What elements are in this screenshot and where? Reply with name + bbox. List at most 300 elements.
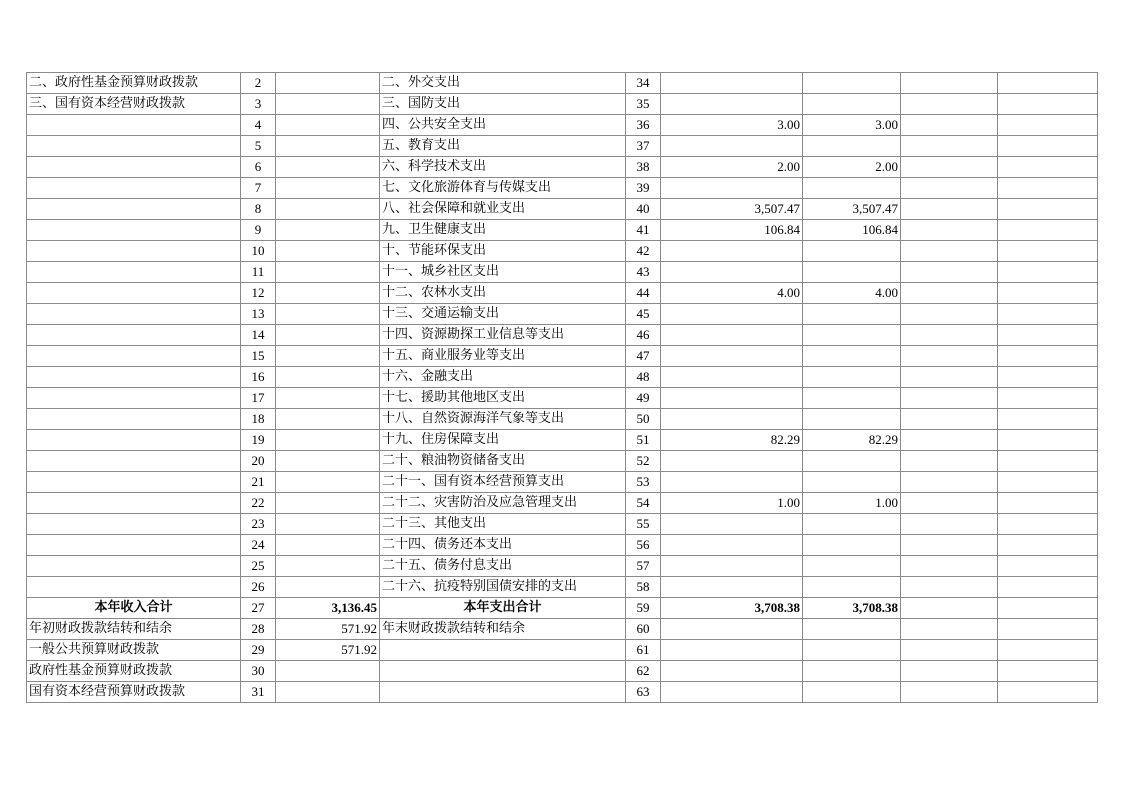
income-amount-cell [276,682,380,703]
expense-item-cell: 七、文化旅游体育与传媒支出 [380,178,626,199]
expense-state-capital-cell [998,283,1098,304]
expense-fund-budget-cell [901,514,998,535]
expense-state-capital-cell [998,493,1098,514]
expense-row-number-cell: 58 [626,577,661,598]
table-row [27,661,1098,682]
expense-general-budget-cell: 106.84 [803,220,901,241]
expense-state-capital-cell [998,136,1098,157]
income-row-number-cell: 14 [241,325,276,346]
expense-total-cell [661,325,803,346]
expense-item-cell: 二十、粮油物资储备支出 [380,451,626,472]
expense-general-budget-cell [803,262,901,283]
income-item-cell [27,367,241,388]
income-row-number-cell: 10 [241,241,276,262]
expense-general-budget-cell [803,304,901,325]
expense-total-cell [661,556,803,577]
expense-fund-budget-cell [901,220,998,241]
income-row-number-cell: 27 [241,598,276,619]
table-row [27,73,1098,94]
table-row [27,94,1098,115]
expense-row-number-cell: 34 [626,73,661,94]
expense-fund-budget-cell [901,115,998,136]
income-row-number-cell: 2 [241,73,276,94]
expense-state-capital-cell [998,220,1098,241]
expense-item-cell: 二十六、抗疫特别国债安排的支出 [380,577,626,598]
expense-row-number-cell: 36 [626,115,661,136]
income-amount-cell [276,220,380,241]
income-item-cell [27,283,241,304]
expense-item-cell [380,682,626,703]
income-row-number-cell: 16 [241,367,276,388]
expense-total-cell [661,577,803,598]
income-row-number-cell: 25 [241,556,276,577]
expense-fund-budget-cell [901,241,998,262]
expense-total-cell [661,262,803,283]
expense-row-number-cell: 43 [626,262,661,283]
expense-fund-budget-cell [901,619,998,640]
expense-state-capital-cell [998,556,1098,577]
expense-row-number-cell: 38 [626,157,661,178]
expense-total-cell: 1.00 [661,493,803,514]
income-item-cell: 政府性基金预算财政拨款 [27,661,241,682]
expense-row-number-cell: 52 [626,451,661,472]
income-amount-cell [276,514,380,535]
table-row [27,430,1098,451]
expense-row-number-cell: 60 [626,619,661,640]
income-amount-cell [276,409,380,430]
expense-fund-budget-cell [901,346,998,367]
expense-total-cell: 3.00 [661,115,803,136]
expense-state-capital-cell [998,367,1098,388]
income-row-number-cell: 13 [241,304,276,325]
expense-state-capital-cell [998,619,1098,640]
expense-item-cell: 十六、金融支出 [380,367,626,388]
expense-item-cell: 八、社会保障和就业支出 [380,199,626,220]
income-item-cell [27,262,241,283]
table-row [27,514,1098,535]
table-row [27,283,1098,304]
expense-fund-budget-cell [901,283,998,304]
income-amount-cell [276,472,380,493]
income-row-number-cell: 11 [241,262,276,283]
expense-row-number-cell: 55 [626,514,661,535]
income-row-number-cell: 5 [241,136,276,157]
expense-general-budget-cell [803,325,901,346]
expense-row-number-cell: 53 [626,472,661,493]
expense-state-capital-cell [998,598,1098,619]
income-item-cell [27,346,241,367]
income-row-number-cell: 23 [241,514,276,535]
income-amount-cell [276,115,380,136]
income-amount-cell: 571.92 [276,640,380,661]
table-row [27,535,1098,556]
expense-item-cell: 十、节能环保支出 [380,241,626,262]
expense-row-number-cell: 59 [626,598,661,619]
expense-general-budget-cell: 1.00 [803,493,901,514]
expense-general-budget-cell [803,640,901,661]
income-amount-cell [276,451,380,472]
table-row [27,451,1098,472]
income-amount-cell [276,199,380,220]
expense-row-number-cell: 48 [626,367,661,388]
expense-general-budget-cell [803,661,901,682]
expense-row-number-cell: 41 [626,220,661,241]
expense-item-cell: 九、卫生健康支出 [380,220,626,241]
expense-total-cell: 106.84 [661,220,803,241]
expense-fund-budget-cell [901,640,998,661]
income-amount-cell [276,388,380,409]
expense-item-cell [380,640,626,661]
expense-state-capital-cell [998,430,1098,451]
total-row [27,598,1098,619]
expense-total-cell: 3,507.47 [661,199,803,220]
table-row [27,577,1098,598]
expense-state-capital-cell [998,73,1098,94]
income-item-cell [27,136,241,157]
expense-general-budget-cell: 3,708.38 [803,598,901,619]
expense-total-cell [661,94,803,115]
expense-row-number-cell: 46 [626,325,661,346]
expense-fund-budget-cell [901,199,998,220]
table-row [27,262,1098,283]
income-amount-cell [276,661,380,682]
expense-item-cell: 十七、援助其他地区支出 [380,388,626,409]
income-row-number-cell: 3 [241,94,276,115]
expense-state-capital-cell [998,640,1098,661]
expense-state-capital-cell [998,115,1098,136]
table-row [27,388,1098,409]
table-row [27,682,1098,703]
income-item-cell [27,199,241,220]
income-amount-cell [276,577,380,598]
table-row [27,493,1098,514]
expense-state-capital-cell [998,304,1098,325]
income-item-cell: 本年收入合计 [27,598,241,619]
expense-general-budget-cell [803,388,901,409]
expense-state-capital-cell [998,409,1098,430]
income-row-number-cell: 12 [241,283,276,304]
expense-total-cell [661,661,803,682]
expense-row-number-cell: 35 [626,94,661,115]
income-item-cell [27,556,241,577]
income-row-number-cell: 22 [241,493,276,514]
expense-general-budget-cell [803,73,901,94]
income-item-cell [27,451,241,472]
income-amount-cell [276,283,380,304]
table-row [27,178,1098,199]
expense-state-capital-cell [998,346,1098,367]
income-amount-cell [276,73,380,94]
expense-general-budget-cell [803,472,901,493]
expense-item-cell: 二十一、国有资本经营预算支出 [380,472,626,493]
expense-general-budget-cell [803,619,901,640]
expense-fund-budget-cell [901,682,998,703]
income-item-cell [27,325,241,346]
expense-state-capital-cell [998,535,1098,556]
income-row-number-cell: 28 [241,619,276,640]
expense-row-number-cell: 47 [626,346,661,367]
expense-item-cell: 二十四、债务还本支出 [380,535,626,556]
expense-item-cell: 十九、住房保障支出 [380,430,626,451]
expense-item-cell: 十五、商业服务业等支出 [380,346,626,367]
expense-total-cell [661,409,803,430]
expense-row-number-cell: 51 [626,430,661,451]
income-row-number-cell: 8 [241,199,276,220]
expense-general-budget-cell [803,367,901,388]
income-item-cell [27,409,241,430]
expense-item-cell: 十一、城乡社区支出 [380,262,626,283]
expense-general-budget-cell: 3,507.47 [803,199,901,220]
expense-total-cell [661,388,803,409]
expense-item-cell: 四、公共安全支出 [380,115,626,136]
expense-total-cell [661,535,803,556]
table-row [27,346,1098,367]
expense-total-cell [661,367,803,388]
expense-state-capital-cell [998,178,1098,199]
table-row [27,367,1098,388]
expense-fund-budget-cell [901,535,998,556]
expense-total-cell [661,73,803,94]
expense-fund-budget-cell [901,661,998,682]
expense-fund-budget-cell [901,472,998,493]
expense-state-capital-cell [998,661,1098,682]
income-item-cell [27,472,241,493]
income-row-number-cell: 18 [241,409,276,430]
expense-general-budget-cell [803,409,901,430]
expense-item-cell: 十二、农林水支出 [380,283,626,304]
income-row-number-cell: 19 [241,430,276,451]
expense-total-cell [661,241,803,262]
income-amount-cell [276,346,380,367]
income-row-number-cell: 15 [241,346,276,367]
expense-general-budget-cell [803,136,901,157]
expense-item-cell: 二十二、灾害防治及应急管理支出 [380,493,626,514]
expense-row-number-cell: 57 [626,556,661,577]
expense-fund-budget-cell [901,451,998,472]
expense-state-capital-cell [998,514,1098,535]
income-item-cell [27,535,241,556]
expense-row-number-cell: 39 [626,178,661,199]
expense-state-capital-cell [998,577,1098,598]
expense-row-number-cell: 40 [626,199,661,220]
expense-general-budget-cell [803,241,901,262]
income-amount-cell [276,556,380,577]
expense-item-cell: 五、教育支出 [380,136,626,157]
expense-general-budget-cell [803,556,901,577]
income-row-number-cell: 17 [241,388,276,409]
expense-row-number-cell: 45 [626,304,661,325]
expense-item-cell: 十三、交通运输支出 [380,304,626,325]
income-row-number-cell: 24 [241,535,276,556]
expense-state-capital-cell [998,325,1098,346]
table-row [27,115,1098,136]
expense-total-cell: 82.29 [661,430,803,451]
table-row [27,220,1098,241]
expense-row-number-cell: 37 [626,136,661,157]
income-item-cell [27,157,241,178]
expense-general-budget-cell [803,94,901,115]
expense-state-capital-cell [998,262,1098,283]
expense-total-cell [661,640,803,661]
expense-fund-budget-cell [901,367,998,388]
income-amount-cell [276,178,380,199]
expense-state-capital-cell [998,451,1098,472]
income-item-cell [27,115,241,136]
income-row-number-cell: 9 [241,220,276,241]
income-amount-cell [276,262,380,283]
expense-item-cell [380,661,626,682]
expense-row-number-cell: 63 [626,682,661,703]
income-amount-cell: 571.92 [276,619,380,640]
income-item-cell [27,493,241,514]
expense-fund-budget-cell [901,136,998,157]
expense-general-budget-cell [803,346,901,367]
income-row-number-cell: 20 [241,451,276,472]
expense-item-cell: 六、科学技术支出 [380,157,626,178]
expense-row-number-cell: 56 [626,535,661,556]
expense-total-cell [661,514,803,535]
table-row [27,241,1098,262]
expense-state-capital-cell [998,472,1098,493]
expense-row-number-cell: 42 [626,241,661,262]
expense-general-budget-cell [803,682,901,703]
table-row [27,619,1098,640]
income-row-number-cell: 26 [241,577,276,598]
income-item-cell: 年初财政拨款结转和结余 [27,619,241,640]
expense-fund-budget-cell [901,556,998,577]
table-row [27,199,1098,220]
income-amount-cell [276,367,380,388]
expense-general-budget-cell [803,577,901,598]
income-amount-cell [276,325,380,346]
expense-state-capital-cell [998,388,1098,409]
expense-fund-budget-cell [901,73,998,94]
income-amount-cell [276,136,380,157]
expense-total-cell [661,178,803,199]
income-item-cell: 一般公共预算财政拨款 [27,640,241,661]
expense-total-cell [661,304,803,325]
expense-state-capital-cell [998,94,1098,115]
expense-state-capital-cell [998,157,1098,178]
income-item-cell [27,388,241,409]
expense-row-number-cell: 54 [626,493,661,514]
expense-fund-budget-cell [901,388,998,409]
income-item-cell: 国有资本经营预算财政拨款 [27,682,241,703]
expense-total-cell [661,136,803,157]
expense-item-cell: 二十三、其他支出 [380,514,626,535]
expense-row-number-cell: 50 [626,409,661,430]
budget-table-body [27,73,1098,703]
table-row [27,157,1098,178]
income-row-number-cell: 30 [241,661,276,682]
income-amount-cell [276,535,380,556]
table-row [27,472,1098,493]
expense-fund-budget-cell [901,493,998,514]
table-row [27,640,1098,661]
income-item-cell: 三、国有资本经营财政拨款 [27,94,241,115]
income-row-number-cell: 4 [241,115,276,136]
income-item-cell [27,220,241,241]
expense-fund-budget-cell [901,304,998,325]
expense-fund-budget-cell [901,94,998,115]
expense-fund-budget-cell [901,598,998,619]
expense-total-cell [661,619,803,640]
expense-general-budget-cell [803,178,901,199]
income-amount-cell [276,94,380,115]
income-row-number-cell: 6 [241,157,276,178]
expense-item-cell: 二、外交支出 [380,73,626,94]
expense-total-cell [661,451,803,472]
expense-general-budget-cell [803,451,901,472]
expense-state-capital-cell [998,199,1098,220]
income-amount-cell [276,493,380,514]
expense-row-number-cell: 61 [626,640,661,661]
expense-general-budget-cell: 82.29 [803,430,901,451]
expense-fund-budget-cell [901,325,998,346]
expense-general-budget-cell: 3.00 [803,115,901,136]
expense-general-budget-cell: 4.00 [803,283,901,304]
expense-total-cell: 3,708.38 [661,598,803,619]
table-row [27,304,1098,325]
income-amount-cell [276,430,380,451]
table-row [27,325,1098,346]
expense-item-cell: 二十五、债务付息支出 [380,556,626,577]
income-item-cell [27,514,241,535]
expense-total-cell: 4.00 [661,283,803,304]
expense-item-cell: 年末财政拨款结转和结余 [380,619,626,640]
expense-total-cell [661,682,803,703]
income-amount-cell [276,241,380,262]
expense-fund-budget-cell [901,577,998,598]
expense-row-number-cell: 44 [626,283,661,304]
income-item-cell [27,577,241,598]
income-amount-cell: 3,136.45 [276,598,380,619]
income-amount-cell [276,304,380,325]
income-item-cell [27,304,241,325]
expense-fund-budget-cell [901,409,998,430]
expense-fund-budget-cell [901,178,998,199]
expense-fund-budget-cell [901,430,998,451]
income-item-cell [27,241,241,262]
table-row [27,556,1098,577]
expense-state-capital-cell [998,241,1098,262]
expense-row-number-cell: 62 [626,661,661,682]
expense-general-budget-cell [803,514,901,535]
expense-item-cell: 十四、资源勘探工业信息等支出 [380,325,626,346]
income-row-number-cell: 29 [241,640,276,661]
expense-item-cell: 三、国防支出 [380,94,626,115]
expense-state-capital-cell [998,682,1098,703]
expense-total-cell: 2.00 [661,157,803,178]
expense-fund-budget-cell [901,157,998,178]
expense-item-cell: 本年支出合计 [380,598,626,619]
expense-fund-budget-cell [901,262,998,283]
expense-general-budget-cell [803,535,901,556]
income-item-cell [27,430,241,451]
income-row-number-cell: 21 [241,472,276,493]
income-amount-cell [276,157,380,178]
expense-item-cell: 十八、自然资源海洋气象等支出 [380,409,626,430]
expense-total-cell [661,346,803,367]
budget-table [26,72,1098,703]
table-row [27,409,1098,430]
income-item-cell: 二、政府性基金预算财政拨款 [27,73,241,94]
income-row-number-cell: 31 [241,682,276,703]
expense-total-cell [661,472,803,493]
income-row-number-cell: 7 [241,178,276,199]
expense-general-budget-cell: 2.00 [803,157,901,178]
table-row [27,136,1098,157]
